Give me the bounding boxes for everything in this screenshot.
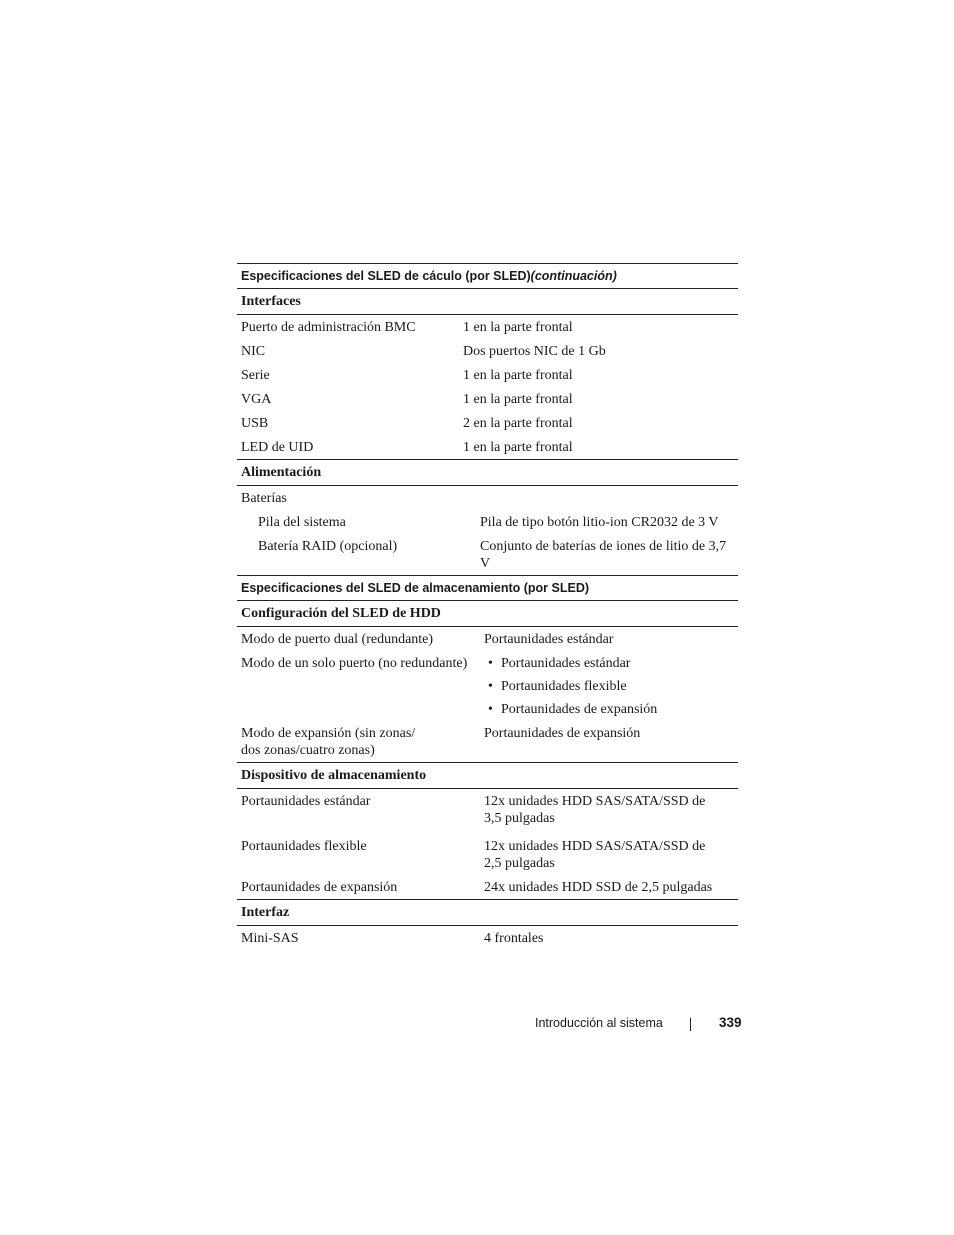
spec-row [237,627,738,651]
spec-row [237,339,738,363]
spec-label: Portaunidades estándar [241,794,371,809]
spec-row [237,411,738,435]
spec-row [237,435,738,460]
spec-row [237,510,738,534]
spec-value: 12x unidades HDD SAS/SATA/SSD de 2,5 pulgadas [484,839,706,871]
section-heading-interface: Interfaz [237,900,738,926]
spec-row [237,534,738,575]
spec-label: Puerto de administración BMC [241,320,416,335]
spec-value: 1 en la parte frontal [463,392,573,407]
spec-row [237,926,738,950]
spec-value: 1 en la parte frontal [463,368,573,383]
spec-label: Modo de puerto dual (redundante) [241,632,434,647]
spec-row [237,363,738,387]
page-footer [535,1016,745,1034]
spec-value: Dos puertos NIC de 1 Gb [463,344,606,359]
spec-row [237,651,738,721]
spec-row [237,486,738,510]
spec-label: Batería RAID (opcional) [258,539,398,554]
section-heading-storage-device: Dispositivo de almacenamiento [237,763,738,789]
spec-value: 12x unidades HDD SAS/SATA/SSD de 3,5 pulgadas [484,794,706,826]
spec-label: Portaunidades de expansión [241,880,398,895]
spec-row [237,315,738,339]
spec-label: Serie [241,368,270,383]
spec-label: Modo de un solo puerto (no redundante) [241,656,468,671]
spec-row [237,387,738,411]
spec-value: 2 en la parte frontal [463,416,573,431]
table-title [237,263,738,289]
page-number: 339 [719,1015,742,1030]
spec-row [237,721,738,763]
compute-sled-spec-table [237,263,738,575]
spec-value: 1 en la parte frontal [463,440,573,455]
bullet-icon: • [488,679,493,694]
spec-label: NIC [241,344,266,359]
bullet-icon: • [488,702,493,717]
spec-value: Pila de tipo botón litio-ion CR2032 de 3 V [480,515,719,530]
section-heading-power: Alimentación [237,460,738,486]
spec-label: VGA [241,392,272,407]
spec-row [237,830,738,875]
list-item: • Portaunidades estándar [488,656,631,671]
bullet-icon: • [488,656,493,671]
spec-row [237,875,738,900]
spec-row [237,789,738,830]
spec-value-list [484,655,734,718]
table-title-text: Especificaciones del SLED de cáculo (por SLED) [241,269,531,283]
spec-label: Pila del sistema [258,515,346,530]
spec-value: Portaunidades de expansión [484,726,641,741]
footer-section-title: Introducción al sistema [535,1016,663,1030]
spec-value: 1 en la parte frontal [463,320,573,335]
spec-value: 24x unidades HDD SSD de 2,5 pulgadas [484,880,713,895]
list-item: • Portaunidades de expansión [488,702,658,717]
spec-label: Portaunidades flexible [241,839,367,854]
spec-label: USB [241,416,269,431]
spec-value: Conjunto de baterías de iones de litio de 3,7 V [480,539,727,571]
spec-value: Portaunidades estándar [484,632,614,647]
table-title-continuation: (continuación) [530,269,617,283]
spec-label: Modo de expansión (sin zonas/ dos zonas/cuatro zonas) [241,726,416,758]
table-title: Especificaciones del SLED de almacenamiento (por SLED) [237,575,738,601]
spec-label: Mini-SAS [241,931,299,946]
section-heading-hdd-config: Configuración del SLED de HDD [237,601,738,627]
spec-label: Baterías [241,491,287,506]
list-item: • Portaunidades flexible [488,679,627,694]
footer-divider [690,1018,691,1031]
storage-sled-spec-table [237,575,738,950]
spec-label: LED de UID [241,440,314,455]
spec-value: 4 frontales [484,931,544,946]
section-heading-interfaces: Interfaces [237,289,738,315]
